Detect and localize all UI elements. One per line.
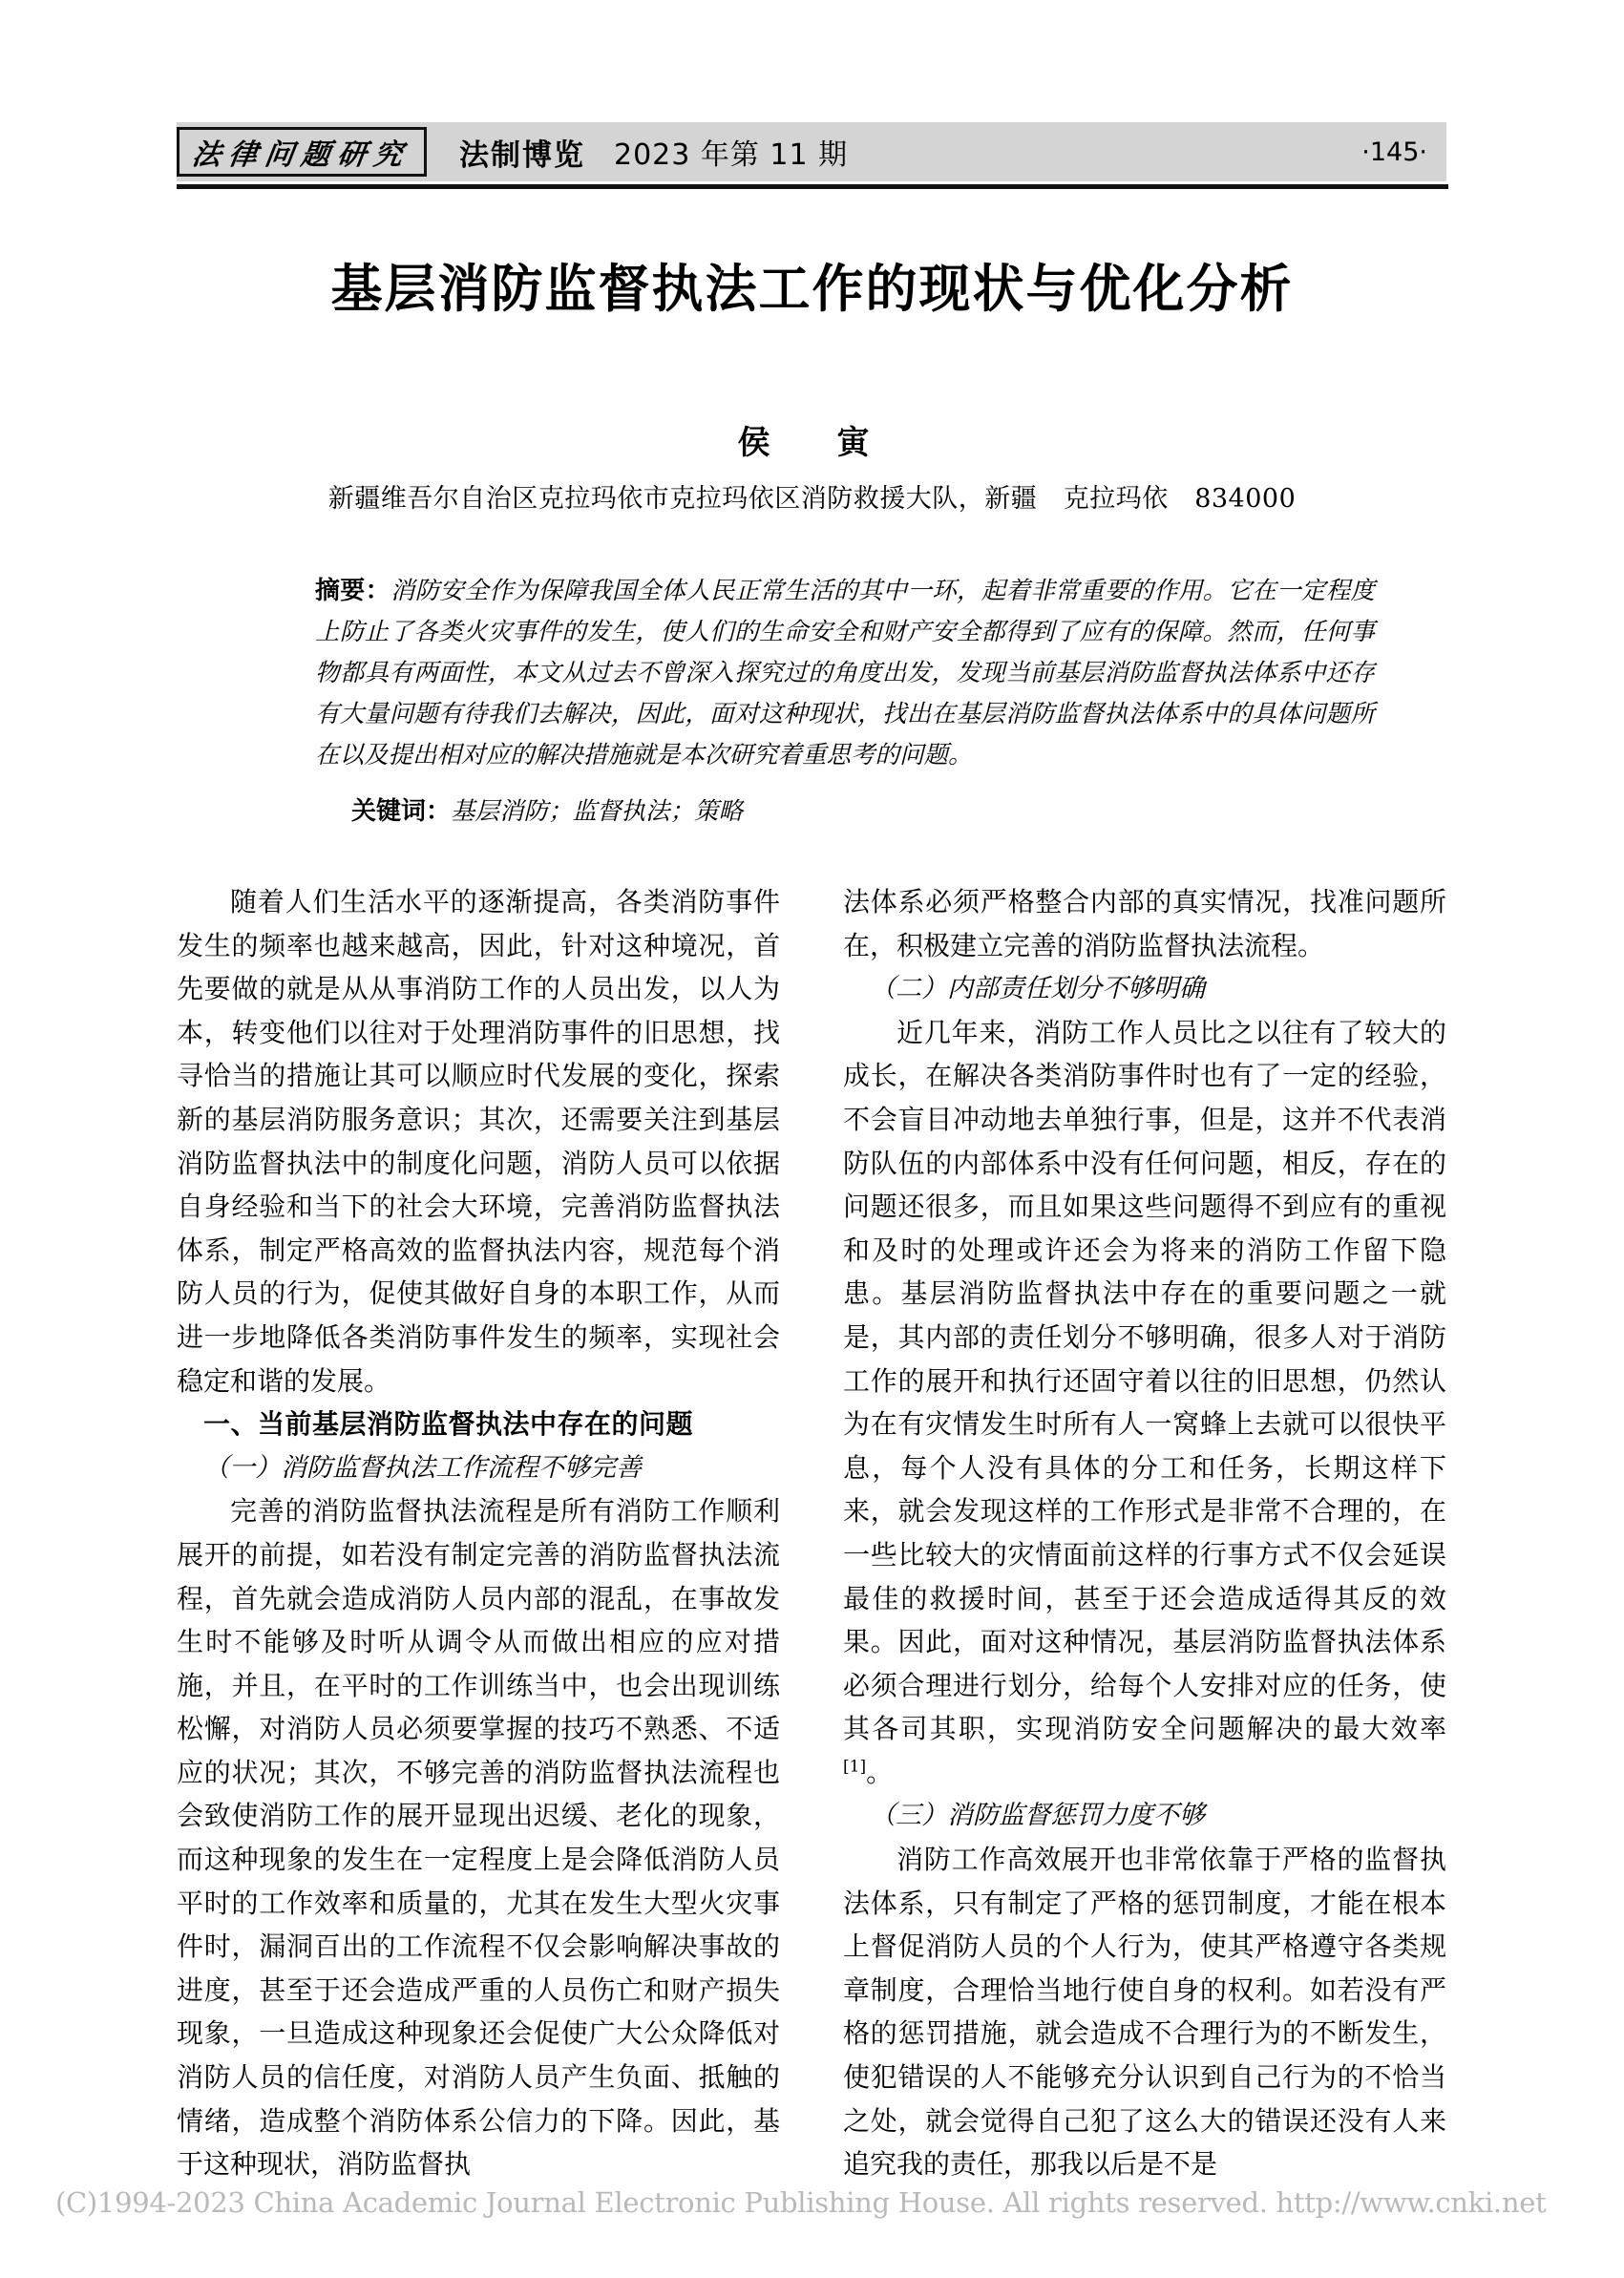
keywords-line [315, 791, 1375, 833]
paragraph-introduction: 随着人们生活水平的逐渐提高，各类消防事件发生的频率也越来越高，因此，针对这种境况，首先要做的就是从从事消防工作的人员出发，以人为本，转变他们以往对于处理消防事件的旧思想，找寻恰当的措施让其可以顺应时代发展的变化，探索新的基层消防服务意识；其次，还需要关注到基层消防监督执法中的制度化问题，消防人员可以依据自身经验和当下的社会大环境，完善消防监督执法体系，制定严格高效的监督执法内容，规范每个消防人员的行为，促使其做好自身的本职工作，从而进一步地降低各类消防事件发生的频率，实现社会稳定和谐的发展。 [177, 886, 780, 1397]
journal-name: 法制博览 [459, 137, 585, 173]
page-title: 基层消防监督执法工作的现状与优化分析 [330, 259, 1294, 319]
paragraph-1-2-tail: 。 [866, 1756, 894, 1788]
column-right [843, 880, 1446, 2181]
section-label-box [177, 127, 427, 177]
keywords-label: 关键词： [351, 797, 452, 826]
paragraph-1-2 [843, 1011, 1446, 1795]
paragraph-1-2-text: 近几年来，消防工作人员比之以往有了较大的成长，在解决各类消防事件时也有了一定的经验，不会盲目冲动地去单独行事，但是，这并不代表消防队伍的内部体系中没有任何问题，相反，存在的问题还很多，而且如果这些问题得不到应有的重视和及时的处理或许还会为将来的消防工作留下隐患。基层消防监督执法中存在的重要问题之一就是，其内部的责任划分不够明确，很多人对于消防工作的展开和执行还固守着以往的旧思想，仍然认为在有灾情发生时所有人一窝蜂上去就可以很快平息，每个人没有具体的分工和任务，长期这样下来，就会发现这样的工作形式是非常不合理的，在一些比较大的灾情面前这样的行事方式不仅会延误最佳的救援时间，甚至于还会造成适得其反的效果。因此，面对这种情况，基层消防监督执法体系必须合理进行划分，给每个人安排对应的任务，使其各司其职，实现消防安全问题解决的最大效率 [843, 1016, 1446, 1745]
keywords-text: 基层消防；监督执法；策略 [451, 797, 744, 826]
running-head [177, 122, 1446, 181]
heading-subsection-1-1: （一）消防监督执法工作流程不够完善 [203, 1452, 642, 1483]
abstract-text: 消防安全作为保障我国全体人民正常生活的其中一环，起着非常重要的作用。它在一定程度上防止了各类火灾事件的发生，使人们的生命安全和财产安全都得到了应有的保障。然而，任何事物都具有两面性，本文从过去不曾深入探究过的角度出发，发现当前基层消防监督执法体系中还存有大量问题有待我们去解决，因此，面对这种现状，找出在基层消防监督执法体系中的具体问题所在以及提出相对应的解决措施就是本次研究着重思考的问题。 [315, 577, 1375, 770]
page-number: ·145· [1361, 137, 1427, 167]
paragraph-1-1: 完善的消防监督执法流程是所有消防工作顺利展开的前提，如若没有制定完善的消防监督执法流程，首先就会造成消防人员内部的混乱，在事故发生时不能够及时听从调令从而做出相应的应对措施，并且，在平时的工作训练当中，也会出现训练松懈，对消防人员必须要掌握的技巧不熟悉、不适应的状况；其次，不够完善的消防监督执法流程也会致使消防工作的展开显现出迟缓、老化的现象，而这种现象的发生在一定程度上是会降低消防人员平时的工作效率和质量的，尤其在发生大型火灾事件时，漏洞百出的工作流程不仅会影响解决事故的进度，甚至于还会造成严重的人员伤亡和财产损失现象，一旦造成这种现象还会促使广大公众降低对消防人员的信任度，对消防人员产生负面、抵触的情绪，造成整个消防体系公信力的下降。因此，基于这种现状，消防监督执 [177, 1495, 780, 2181]
paragraph-1-3: 消防工作高效展开也非常依靠于严格的监督执法体系，只有制定了严格的惩罚制度，才能在根本上督促消防人员的个人行为，使其严格遵守各类规章制度，合理恰当地行使自身的权利。如若没有严格的惩罚措施，就会造成不合理行为的不断发生，使犯错误的人不能够充分认识到自己行为的不恰当之处，就会觉得自己犯了这么大的错误还没有人来追究我的责任，那我以后是不是 [843, 1844, 1446, 2181]
body-columns [177, 880, 1446, 2181]
abstract-paragraph [315, 571, 1375, 776]
author-name: 侯 寅 [737, 424, 887, 462]
heading-subsection-1-3: （三）消防监督惩罚力度不够 [870, 1801, 1205, 1831]
author-affiliation: 新疆维吾尔自治区克拉玛依市克拉玛依区消防救援大队，新疆 克拉玛依 834000 [327, 484, 1297, 514]
paragraph-1-1-continued: 法体系必须严格整合内部的真实情况，找准问题所在，积极建立完善的消防监督执法流程。 [843, 886, 1446, 961]
section-label: 法律问题研究 [190, 138, 412, 172]
header-divider [177, 184, 1448, 189]
heading-subsection-1-2: （二）内部责任划分不够明确 [870, 974, 1205, 1004]
copyright-footer: (C)1994-2023 China Academic Journal Electronic Publishing House. All rights reserved. http://www.cnki.net [55, 2186, 1547, 2219]
issue-label: 2023 年第 11 期 [614, 138, 849, 172]
heading-section-1: 一、当前基层消防监督执法中存在的问题 [203, 1408, 694, 1441]
column-left [177, 880, 780, 2181]
citation-reference-1[interactable]: [1] [843, 1757, 867, 1777]
abstract-label: 摘要： [315, 577, 390, 605]
abstract-block [315, 571, 1375, 833]
